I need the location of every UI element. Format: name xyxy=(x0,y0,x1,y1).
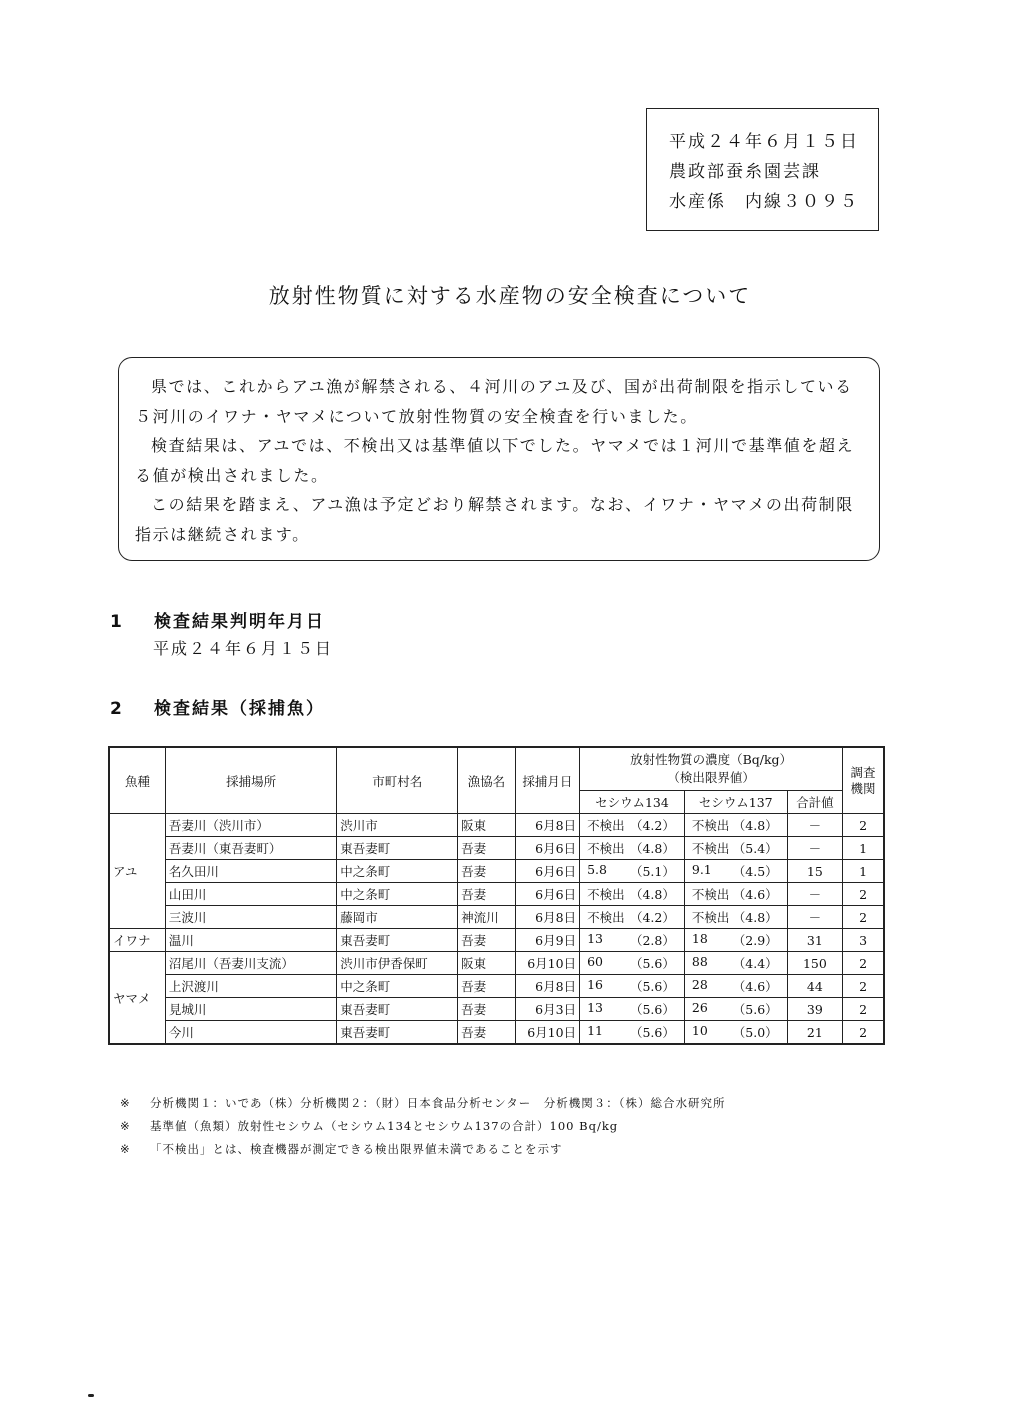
cs137-value: 不検出 xyxy=(691,887,730,902)
cell-cs134 xyxy=(580,1021,685,1045)
cell-date: 6月8日 xyxy=(515,975,579,998)
cell-cs134 xyxy=(580,837,685,860)
cell-place: 三波川 xyxy=(165,906,336,929)
section-number: 2 xyxy=(110,699,124,719)
cell-city: 東吾妻町 xyxy=(337,929,458,952)
cell-cs137 xyxy=(684,883,787,906)
table-row xyxy=(109,952,884,975)
cs137-detection-limit: （5.4） xyxy=(732,841,778,856)
cell-date: 6月8日 xyxy=(515,814,579,837)
cell-union: 吾妻 xyxy=(458,998,515,1021)
cs134-detection-limit: （5.6） xyxy=(629,1025,675,1040)
summary-paragraph: 県では、これからアユ漁が解禁される、４河川のアユ及び、国が出荷制限を指示している５河川のイワナ・ヤマメについて放射性物質の安全検査を行いました。 xyxy=(135,377,853,426)
cell-cs134 xyxy=(580,860,685,883)
cell-cs137 xyxy=(684,998,787,1021)
notes xyxy=(120,1092,726,1161)
cs134-detection-limit: （5.6） xyxy=(629,979,675,994)
header-organization-line: 調査 xyxy=(850,764,876,780)
cs137-value: 不検出 xyxy=(691,841,730,856)
cs137-value: 不検出 xyxy=(691,818,730,833)
note-mark: ※ xyxy=(120,1119,131,1133)
cell-union: 吾妻 xyxy=(458,975,515,998)
cell-cs134 xyxy=(580,975,685,998)
cell-date: 6月9日 xyxy=(515,929,579,952)
header-union: 漁協名 xyxy=(458,747,515,814)
cell-place: 吾妻川（渋川市） xyxy=(165,814,336,837)
cs137-detection-limit: （4.8） xyxy=(732,818,778,833)
header-place: 採捕場所 xyxy=(165,747,336,814)
cell-city: 中之条町 xyxy=(337,883,458,906)
cell-total: － xyxy=(787,837,842,860)
issue-date: 平成２４年６月１５日 xyxy=(669,132,859,152)
cell-total: 150 xyxy=(787,952,842,975)
cell-union: 阪東 xyxy=(458,814,515,837)
summary-paragraph: 検査結果は、アユでは、不検出又は基準値以下でした。ヤマメでは１河川で基準値を超える値が検出されました。 xyxy=(135,436,855,485)
section-number: 1 xyxy=(110,612,124,632)
table-row xyxy=(109,998,884,1021)
header-concentration-title: 放射性物質の濃度（Bq/kg） xyxy=(630,752,793,767)
cell-org: 2 xyxy=(843,814,884,837)
cs137-detection-limit: （2.9） xyxy=(732,933,778,948)
cell-city: 東吾妻町 xyxy=(337,998,458,1021)
section-2-heading xyxy=(110,694,325,719)
cs137-detection-limit: （4.4） xyxy=(732,956,778,971)
cs134-detection-limit: （5.1） xyxy=(629,864,675,879)
cell-place: 山田川 xyxy=(165,883,336,906)
cell-city: 東吾妻町 xyxy=(337,1021,458,1045)
cs134-detection-limit: （4.8） xyxy=(629,841,675,856)
cell-cs137 xyxy=(684,860,787,883)
header-cs137: セシウム137 xyxy=(684,791,787,814)
section-title: 検査結果（採捕魚） xyxy=(154,699,325,719)
scan-mark xyxy=(88,1394,94,1397)
cs134-value: 11 xyxy=(587,1023,603,1038)
cell-org: 2 xyxy=(843,883,884,906)
cs134-detection-limit: （2.8） xyxy=(629,933,675,948)
cell-fish: アユ xyxy=(109,814,165,929)
cell-total: 44 xyxy=(787,975,842,998)
cell-total: 39 xyxy=(787,998,842,1021)
cell-cs134 xyxy=(580,929,685,952)
note-text: 基準値（魚類）放射性セシウム（セシウム134とセシウム137の合計）100 Bq/kg xyxy=(150,1119,619,1133)
cs134-detection-limit: （4.2） xyxy=(629,910,675,925)
cs137-value: 88 xyxy=(691,954,708,969)
cs137-value: 26 xyxy=(691,1000,708,1015)
cell-city: 渋川市 xyxy=(337,814,458,837)
note-item xyxy=(120,1138,726,1161)
header-city: 市町村名 xyxy=(337,747,458,814)
result-date: 平成２４年６月１５日 xyxy=(153,639,334,658)
cs134-value: 不検出 xyxy=(587,818,625,833)
cell-total: 21 xyxy=(787,1021,842,1045)
cell-cs137 xyxy=(684,975,787,998)
table-row xyxy=(109,906,884,929)
cs137-detection-limit: （4.5） xyxy=(732,864,778,879)
cell-total: － xyxy=(787,906,842,929)
cs134-detection-limit: （5.6） xyxy=(629,1002,675,1017)
cell-total: － xyxy=(787,814,842,837)
results-table-body xyxy=(109,814,884,1045)
cs137-detection-limit: （5.6） xyxy=(732,1002,778,1017)
header-organization xyxy=(843,747,884,814)
cell-fish: ヤマメ xyxy=(109,952,165,1045)
table-row xyxy=(109,929,884,952)
note-text: 「不検出」とは、検査機器が測定できる検出限界値未満であることを示す xyxy=(150,1142,563,1156)
cs134-value: 16 xyxy=(587,977,603,992)
section-1-heading xyxy=(110,607,325,632)
cs137-detection-limit: （4.8） xyxy=(732,910,778,925)
cell-city: 渋川市伊香保町 xyxy=(337,952,458,975)
cell-cs134 xyxy=(580,952,685,975)
cell-city: 中之条町 xyxy=(337,860,458,883)
cs134-value: 13 xyxy=(587,931,603,946)
cs134-value: 不検出 xyxy=(587,910,625,925)
cell-total: － xyxy=(787,883,842,906)
cs134-value: 5.8 xyxy=(587,862,607,877)
cell-org: 2 xyxy=(843,1021,884,1045)
cell-place: 名久田川 xyxy=(165,860,336,883)
cell-cs134 xyxy=(580,998,685,1021)
table-row xyxy=(109,975,884,998)
cell-org: 2 xyxy=(843,975,884,998)
cell-union: 吾妻 xyxy=(458,929,515,952)
note-text: 分析機関１：いであ（株）分析機関２：（財）日本食品分析センター 分析機関３：（株）総合水研究所 xyxy=(150,1096,726,1110)
cs137-value: 18 xyxy=(691,931,708,946)
cs137-detection-limit: （4.6） xyxy=(732,887,778,902)
header-concentration xyxy=(580,747,843,791)
table-row xyxy=(109,883,884,906)
cell-total: 15 xyxy=(787,860,842,883)
cell-union: 吾妻 xyxy=(458,883,515,906)
cs134-value: 13 xyxy=(587,1000,603,1015)
summary-box xyxy=(118,357,880,561)
cell-date: 6月6日 xyxy=(515,883,579,906)
cs134-value: 不検出 xyxy=(587,841,625,856)
cell-union: 阪東 xyxy=(458,952,515,975)
table-row xyxy=(109,860,884,883)
cell-date: 6月3日 xyxy=(515,998,579,1021)
cell-org: 2 xyxy=(843,998,884,1021)
cell-total: 31 xyxy=(787,929,842,952)
cell-date: 6月10日 xyxy=(515,952,579,975)
contact-info-box xyxy=(646,108,879,231)
cell-place: 吾妻川（東吾妻町） xyxy=(165,837,336,860)
cs134-value: 不検出 xyxy=(587,887,625,902)
cs137-detection-limit: （4.6） xyxy=(732,979,778,994)
cell-org: 3 xyxy=(843,929,884,952)
contact-extension: 水産係 内線３０９５ xyxy=(669,192,859,212)
cell-org: 2 xyxy=(843,952,884,975)
header-organization-line: 機関 xyxy=(850,780,876,796)
cs137-detection-limit: （5.0） xyxy=(732,1025,778,1040)
cell-place: 沼尾川（吾妻川支流） xyxy=(165,952,336,975)
table-row xyxy=(109,837,884,860)
cell-union: 吾妻 xyxy=(458,1021,515,1045)
cell-place: 見城川 xyxy=(165,998,336,1021)
cs134-detection-limit: （5.6） xyxy=(629,956,675,971)
note-item xyxy=(120,1092,726,1115)
cell-place: 今川 xyxy=(165,1021,336,1045)
cs134-detection-limit: （4.8） xyxy=(629,887,675,902)
cs137-value: 28 xyxy=(691,977,708,992)
header-total: 合計値 xyxy=(787,791,842,814)
table-row xyxy=(109,1021,884,1045)
cell-union: 吾妻 xyxy=(458,837,515,860)
cell-city: 藤岡市 xyxy=(337,906,458,929)
note-mark: ※ xyxy=(120,1096,131,1110)
cell-cs137 xyxy=(684,814,787,837)
cell-date: 6月10日 xyxy=(515,1021,579,1045)
cell-union: 神流川 xyxy=(458,906,515,929)
cell-org: 2 xyxy=(843,906,884,929)
cell-cs134 xyxy=(580,906,685,929)
cell-cs134 xyxy=(580,883,685,906)
table-row xyxy=(109,814,884,837)
cell-date: 6月8日 xyxy=(515,906,579,929)
cell-cs137 xyxy=(684,952,787,975)
document-title: 放射性物質に対する水産物の安全検査について xyxy=(268,284,752,308)
note-item xyxy=(120,1115,726,1138)
results-table xyxy=(108,746,885,1045)
cs137-value: 10 xyxy=(691,1023,708,1038)
cell-union: 吾妻 xyxy=(458,860,515,883)
cs137-value: 9.1 xyxy=(691,862,712,877)
cell-place: 上沢渡川 xyxy=(165,975,336,998)
cell-cs137 xyxy=(684,1021,787,1045)
cell-cs134 xyxy=(580,814,685,837)
department: 農政部蚕糸園芸課 xyxy=(669,162,821,182)
header-date: 採捕月日 xyxy=(515,747,579,814)
cs134-value: 60 xyxy=(587,954,603,969)
cell-fish: イワナ xyxy=(109,929,165,952)
cell-date: 6月6日 xyxy=(515,837,579,860)
header-detection-limit: （検出限界値） xyxy=(667,770,755,785)
summary-paragraph: この結果を踏まえ、アユ漁は予定どおり解禁されます。なお、イワナ・ヤマメの出荷制限指示は継続されます。 xyxy=(135,495,854,544)
cell-cs137 xyxy=(684,929,787,952)
cs137-value: 不検出 xyxy=(691,910,730,925)
cell-city: 中之条町 xyxy=(337,975,458,998)
section-title: 検査結果判明年月日 xyxy=(154,612,325,632)
cs134-detection-limit: （4.2） xyxy=(629,818,675,833)
cell-cs137 xyxy=(684,837,787,860)
cell-cs137 xyxy=(684,906,787,929)
cell-org: 1 xyxy=(843,860,884,883)
cell-date: 6月6日 xyxy=(515,860,579,883)
header-fish: 魚種 xyxy=(109,747,165,814)
cell-city: 東吾妻町 xyxy=(337,837,458,860)
cell-org: 1 xyxy=(843,837,884,860)
header-cs134: セシウム134 xyxy=(580,791,685,814)
note-mark: ※ xyxy=(120,1142,131,1156)
cell-place: 温川 xyxy=(165,929,336,952)
